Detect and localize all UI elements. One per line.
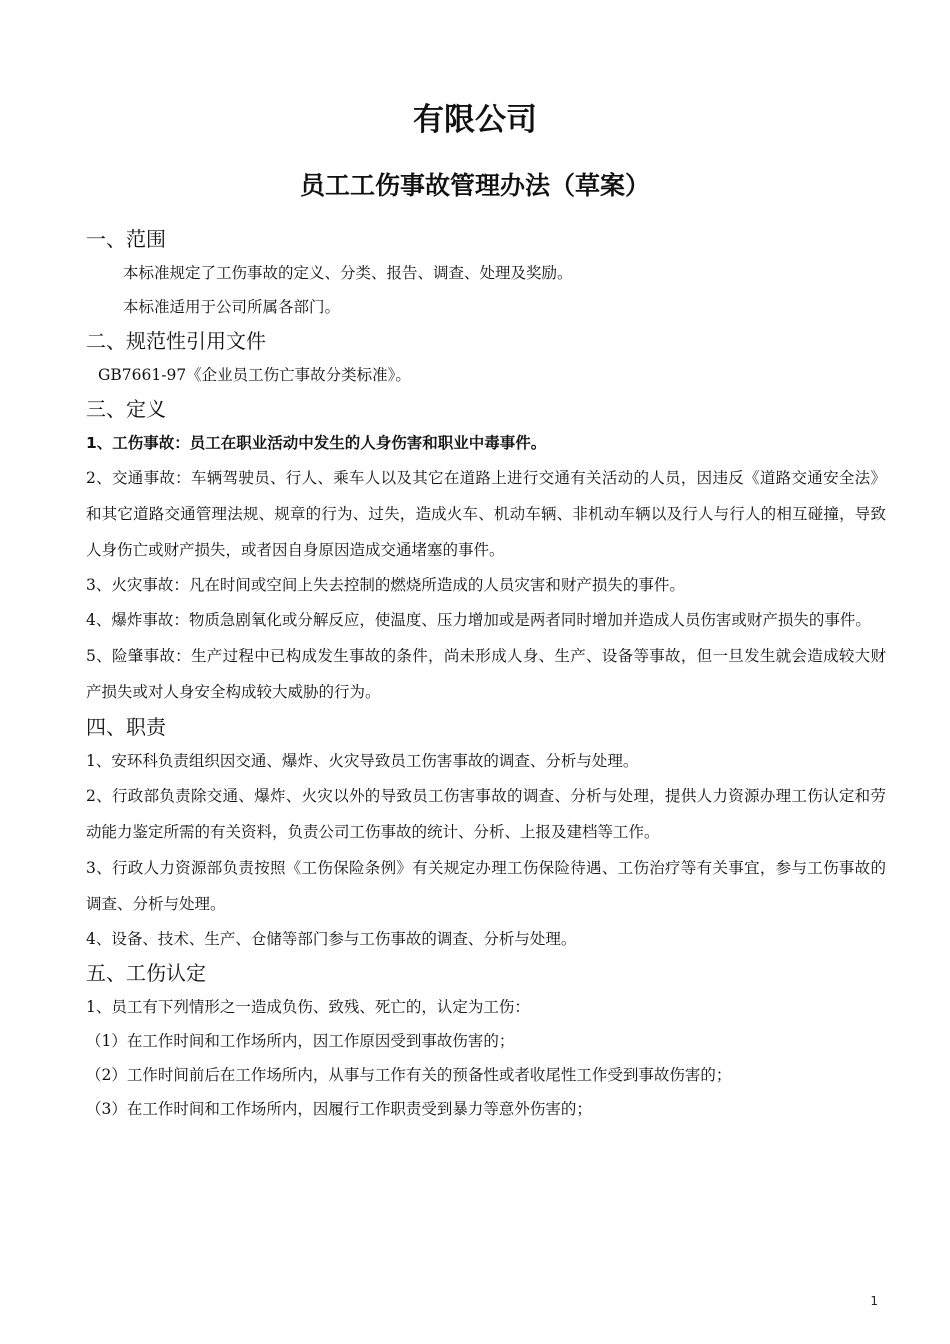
paragraph: 2、行政部负责除交通、爆炸、火灾以外的导致员工伤害事故的调查、分析与处理，提供人力资源办理工伤认定和劳动能力鉴定所需的有关资料，负责公司工伤事故的统计、分析、上报及建档等工作。 [86, 787, 886, 841]
paragraph: 4、设备、技术、生产、仓储等部门参与工伤事故的调查、分析与处理。 [86, 930, 577, 948]
paragraph: 1、员工有下列情形之一造成负伤、致残、死亡的，认定为工伤： [86, 998, 530, 1016]
paragraph: 1、安环科负责组织因交通、爆炸、火灾导致员工伤害事故的调查、分析与处理。 [86, 752, 639, 770]
paragraph: 4、爆炸事故：物质急剧氧化或分解反应，使温度、压力增加或是两者同时增加并造成人员伤害或财产损失的事件。 [86, 611, 871, 629]
document-title: 员工工伤事故管理办法（草案） [299, 171, 650, 200]
paragraph: 3、火灾事故：凡在时间或空间上失去控制的燃烧所造成的人员灾害和财产损失的事件。 [86, 576, 685, 594]
paragraph: 1、工伤事故：员工在职业活动中发生的人身伤害和职业中毒事件。 [86, 434, 547, 452]
paragraph: 5、险肇事故：生产过程中已构成发生事故的条件，尚未形成人身、生产、设备等事故，但一旦发生就会造成较大财产损失或对人身安全构成较大威胁的行为。 [86, 647, 886, 701]
paragraph: （1）在工作时间和工作场所内，因工作原因受到事故伤害的； [86, 1032, 515, 1050]
paragraph: 本标准适用于公司所属各部门。 [123, 298, 341, 316]
paragraph: 3、行政人力资源部负责按照《工伤保险条例》有关规定办理工伤保险待遇、工伤治疗等有关事宜，参与工伤事故的调查、分析与处理。 [86, 859, 886, 913]
section-heading: 四、职责 [86, 715, 166, 739]
section-heading: 五、工伤认定 [86, 961, 206, 985]
company-name: 有限公司 [413, 102, 537, 138]
section-injury-determination [86, 956, 886, 1126]
section-responsibilities [86, 710, 886, 956]
section-heading: 二、规范性引用文件 [86, 329, 266, 353]
page-number: 1 [870, 1294, 878, 1308]
section-references [86, 324, 886, 392]
section-heading: 一、范围 [86, 227, 166, 251]
paragraph: GB7661-97《企业员工伤亡事故分类标准》。 [98, 366, 411, 384]
section-heading: 三、定义 [86, 397, 166, 421]
document-body [86, 222, 886, 1126]
paragraph: （2）工作时间前后在工作场所内，从事与工作有关的预备性或者收尾性工作受到事故伤害的； [86, 1066, 732, 1084]
paragraph: （3）在工作时间和工作场所内，因履行工作职责受到暴力等意外伤害的； [86, 1100, 592, 1118]
section-scope [86, 222, 886, 324]
paragraph: 2、交通事故：车辆驾驶员、行人、乘车人以及其它在道路上进行交通有关活动的人员，因违反《道路交通安全法》和其它道路交通管理法规、规章的行为、过失，造成火车、机动车辆、非机动车辆以及行人与行人的相互碰撞，导致人身伤亡或财产损失，或者因自身原因造成交通堵塞的事件。 [86, 469, 886, 559]
section-definitions [86, 392, 886, 710]
paragraph: 本标准规定了工伤事故的定义、分类、报告、调查、处理及奖励。 [123, 264, 573, 282]
